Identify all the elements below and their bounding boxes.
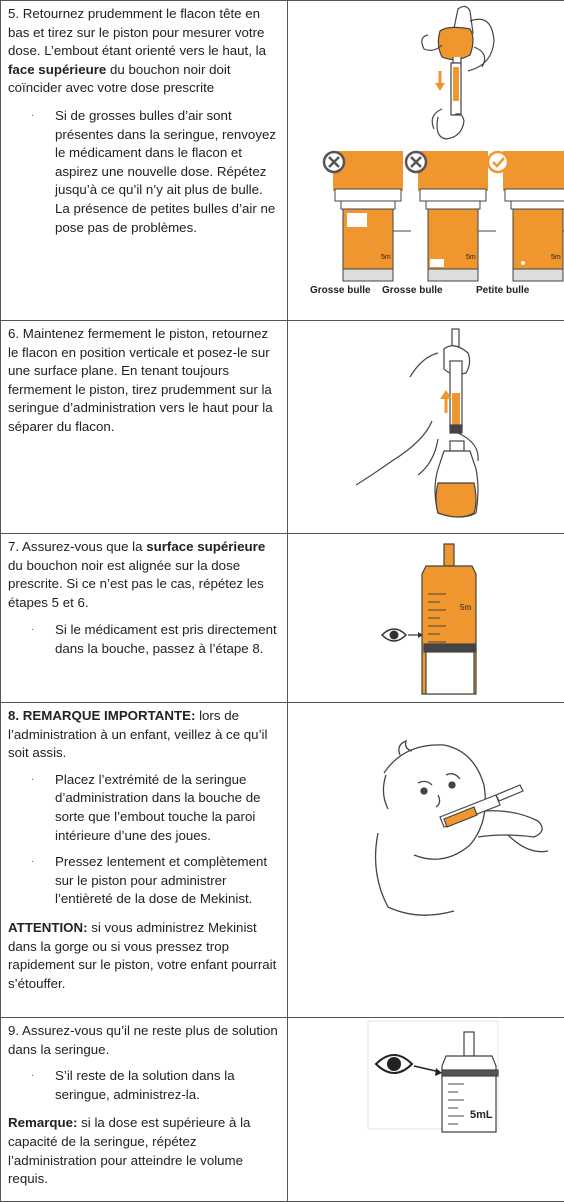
step-9-illustration (288, 1018, 564, 1202)
step-6-illustration (288, 321, 564, 534)
svg-text:5m: 5m (551, 254, 561, 261)
step-5-paragraph: 5. Retournez prudemment le flacon tête en bas et tirez sur le piston pour mesurer votre dose. L’embout étant orienté vers le haut, la face supérieure du bouchon noir doit coïncider avec votre dose prescrite (8, 5, 279, 98)
step-9-text (1, 1018, 288, 1202)
list-item: · Si de grosses bulles d’air sont présentes dans la seringue, renvoyez le médicament dans le flacon et aspirez une nouvelle dose. Répétez jusqu’à ce qu’il n’y ait plus de bulle. La présence de petites bulles d’air ne pose pas de problèmes. (8, 107, 279, 237)
inverted-bottle-illustration (422, 6, 494, 139)
step-9-note: Remarque: si la dose est supérieure à la capacité de la seringue, répétez l’administration pour atteindre le volume requis. (8, 1114, 279, 1188)
empty-syringe-illustration (288, 1018, 564, 1201)
step-6-text (1, 321, 288, 534)
step-6-row (1, 321, 564, 534)
list-item: · Pressez lentement et complètement sur le piston pour administrer l’entièreté de la dose de Mekinist. (8, 853, 279, 909)
caption-large-bubble: Grosse bulle (310, 285, 371, 296)
step-7-paragraph: 7. Assurez-vous que la surface supérieure du bouchon noir est alignée sur la dose prescrite. Si ce n’est pas le cas, répétez les étapes 5 et 6. (8, 538, 279, 612)
step-6-paragraph: 6. Maintenez fermement le piston, retournez le flacon en position verticale et posez-le sur une surface plane. En tenant toujours fermement le piston, tirez prudemment sur la seringue d’administration vers le haut pour la séparer du flacon. (8, 325, 279, 437)
step-8-warning: ATTENTION: si vous administrez Mekinist dans la gorge ou si vous pressez trop rapidement sur le piston, votre enfant pourrait s’étouffer. (8, 919, 279, 993)
caption-large-bubble: Grosse bulle (382, 285, 443, 296)
step-5-text (1, 1, 288, 321)
svg-text:5m: 5m (381, 254, 391, 261)
list-item: · Si le médicament est pris directement dans la bouche, passez à l’étape 8. (8, 621, 279, 658)
eye-icon (382, 629, 423, 641)
separate-syringe-illustration (288, 321, 564, 533)
step-8-text (1, 703, 288, 1018)
svg-text:5mL: 5mL (470, 1109, 493, 1121)
step-8-illustration (288, 703, 564, 1018)
syringe-comparison-illustration (333, 151, 564, 281)
list-item: · Placez l’extrémité de la seringue d’administration dans la bouche de sorte que l’embout touche la paroi intérieure d’une des joues. (8, 771, 279, 845)
check-icon (488, 152, 508, 172)
wrong-icon (406, 152, 426, 172)
svg-text:5m: 5m (460, 603, 471, 612)
step-7-row (1, 534, 564, 703)
step-7-text (1, 534, 288, 703)
step-5-illustration (288, 1, 564, 321)
list-item: · S’il reste de la solution dans la seringue, administrez-la. (8, 1067, 279, 1104)
step-9-paragraph: 9. Assurez-vous qu’il ne reste plus de solution dans la seringue. (8, 1022, 279, 1059)
step-8-paragraph: 8. REMARQUE IMPORTANTE: lors de l’administration à un enfant, veillez à ce qu’il soit assis. (8, 707, 279, 763)
wrong-icon (324, 152, 344, 172)
step-7-illustration (288, 534, 564, 703)
step-5-row (1, 1, 564, 321)
step-8-row (1, 703, 564, 1018)
step-9-row (1, 1018, 564, 1202)
caption-small-bubble: Petite bulle (476, 285, 530, 296)
svg-text:5m: 5m (466, 254, 476, 261)
dose-check-illustration (288, 534, 564, 702)
syringe-in-mouth (440, 785, 523, 827)
child-dosing-illustration (288, 703, 564, 1017)
